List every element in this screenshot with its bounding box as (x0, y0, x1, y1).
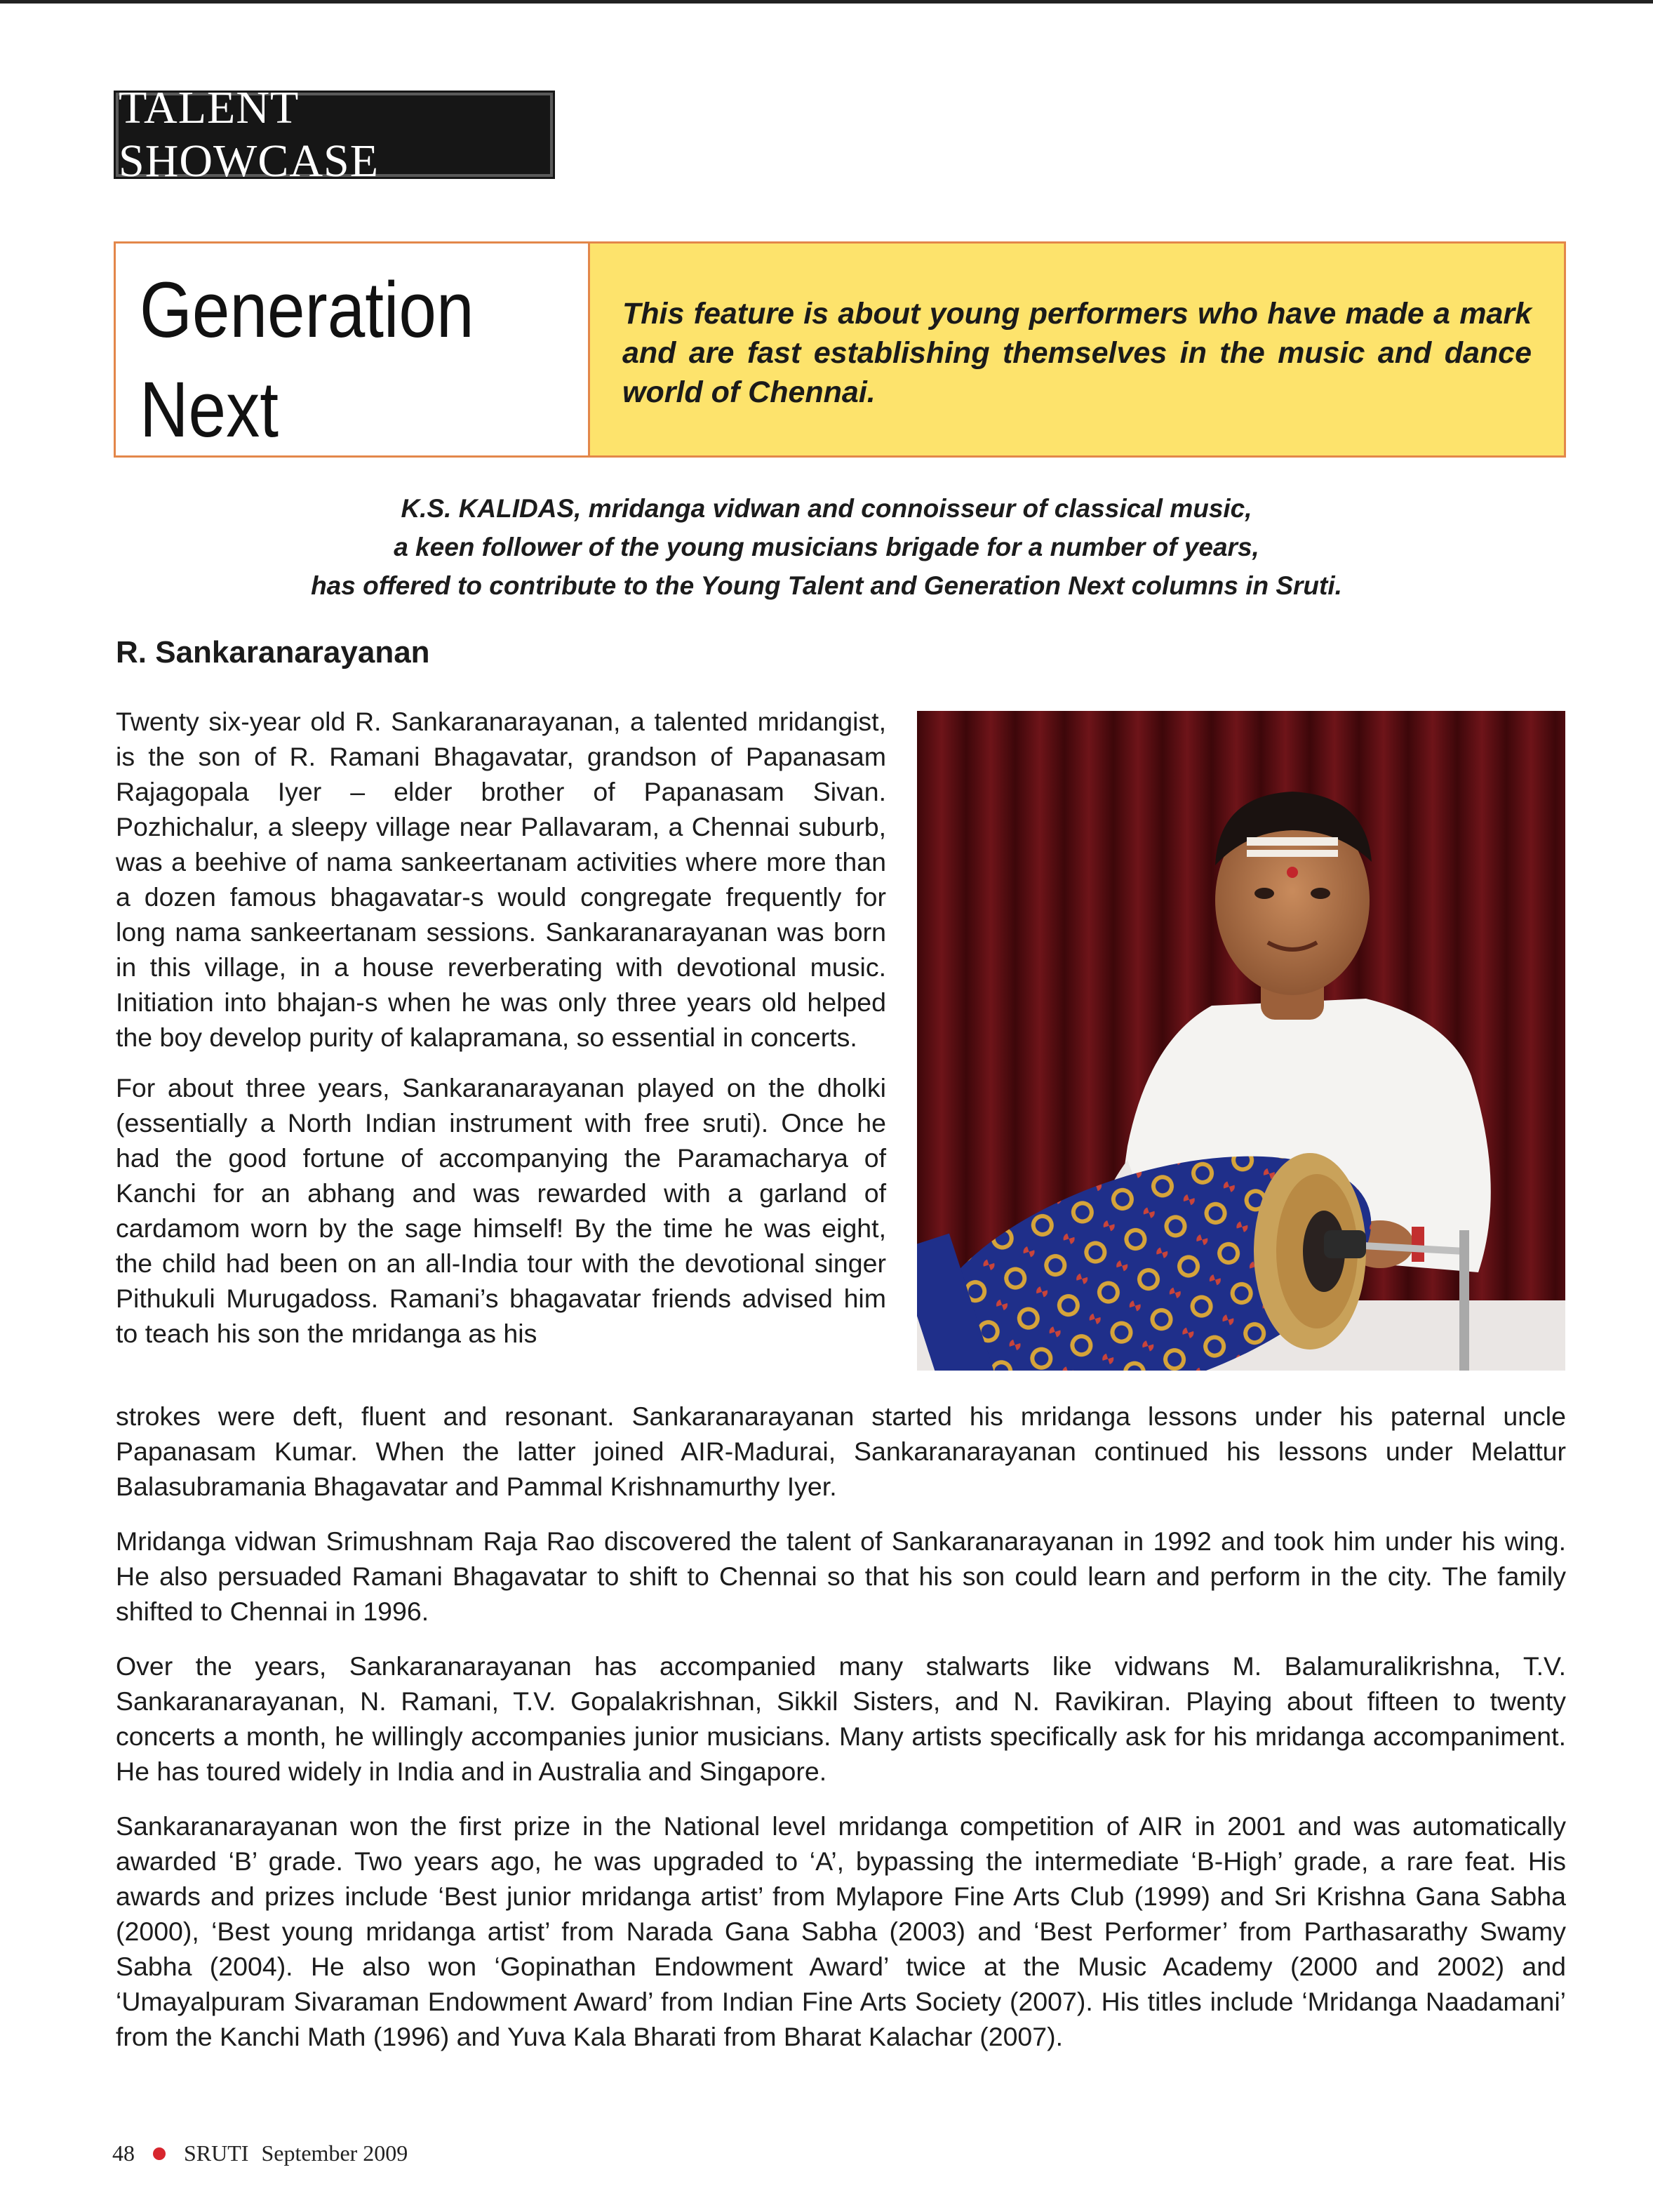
issue-date: September 2009 (261, 2140, 408, 2166)
top-border-rule (0, 0, 1653, 4)
artist-photo (917, 711, 1565, 1371)
byline-line3: has offered to contribute to the Young Talent and Generation Next columns in Sruti. (311, 571, 1342, 600)
article-full-width (116, 1399, 1566, 2054)
article-paragraph-2-end: strokes were deft, fluent and resonant. Sankaranarayanan started his mridanga lessons under his paternal uncle Papanasam Kumar. When the latter joined AIR-Madurai, Sankaranarayanan continued his lessons under Melattur Balasubramania Bhagavatar and Pammal Krishnamurthy Iyer. (116, 1401, 1566, 1501)
article-paragraph-5: Sankaranarayanan won the first prize in the National level mridanga competition of AIR in 2001 and was automatically awarded ‘B’ grade. Two years ago, he was upgraded to ‘A’, bypassing the intermediate ‘B-High’ grade, a rare feat. His awards and prizes include ‘Best junior mridanga artist’ from Mylapore Fine Arts Club (1999) and Sri Krishna Gana Sabha (2000), ‘Best young mridanga artist’ from Narada Gana Sabha (2003) and ‘Best Performer’ from Parthasarathy Swamy Sabha (2004). He also won ‘Gopinathan Endowment Award’ twice at the Music Academy (2000 and 2002) and ‘Umayalpuram Sivaraman Endowment Award’ from Indian Fine Arts Society (2007). His titles include ‘Mridanga Naadamani’ from the Kanchi Math (1996) and Yuva Kala Bharati from Bharat Kalachar (2007). (116, 1811, 1566, 2051)
page-footer (112, 2140, 408, 2166)
subject-heading: R. Sankaranarayanan (116, 635, 430, 669)
feature-title-line1: Generation (140, 266, 474, 354)
article-paragraph-2-start: For about three years, Sankaranarayanan played on the dholki (essentially a North Indian instrument with free sruti). Once he had the good fortune of accompanying the Paramacharya of Kanchi for an abhang and was rewarded with a garland of cardamom worn by the sage himself! By the time he was eight, the child had been on an all-India tour with the devotional singer Pithukuli Murugadoss. Ramani’s bhagavatar friends advised him to teach his son the mridanga as his (116, 1073, 886, 1348)
page-number: 48 (112, 2140, 135, 2166)
section-tag: TALENT SHOWCASE (116, 93, 553, 177)
contributor-byline (210, 489, 1443, 605)
artist-photo-illustration (917, 711, 1565, 1371)
article-column-left (116, 704, 886, 1351)
article-paragraph-1: Twenty six-year old R. Sankaranarayanan, a talented mridangist, is the son of R. Ramani Bhagavatar, grandson of Papanasam Rajagopala Iyer – elder brother of Papanasam Sivan. Pozhichalur, a sleepy village near Pallavaram, a Chennai suburb, was a beehive of nama sankeertanam activities where more than a dozen famous bhagavatar-s would congregate frequently for long nama sankeertanam sessions. Sankaranarayanan was born in this village, in a house reverberating with devotional music. Initiation into bhajan-s when he was only three years old helped the boy develop purity of kalapramana, so essential in concerts. (116, 707, 886, 1052)
feature-intro: This feature is about young performers who have made a mark and are fast establishing themselves in the music and dance world of Chennai. (590, 244, 1564, 455)
byline-line1: K.S. KALIDAS, mridanga vidwan and connoisseur of classical music, (401, 494, 1252, 523)
footer-bullet-dot (153, 2147, 166, 2160)
magazine-name: SRUTI (184, 2140, 249, 2166)
feature-title-line2: Next (140, 366, 279, 453)
feature-header-box (114, 241, 1566, 458)
article-paragraph-3: Mridanga vidwan Srimushnam Raja Rao discovered the talent of Sankaranarayanan in 1992 and took him under his wing. He also persuaded Ramani Bhagavatar to shift to Chennai so that his son could learn and perform in the city. The family shifted to Chennai in 1996. (116, 1526, 1566, 1626)
article-paragraph-4: Over the years, Sankaranarayanan has accompanied many stalwarts like vidwans M. Balamuralikrishna, T.V. Sankaranarayanan, N. Ramani, T.V. Gopalakrishnan, Sikkil Sisters, and N. Ravikiran. Playing about fifteen to twenty concerts a month, he willingly accompanies junior musicians. Many artists specifically ask for his mridanga accompaniment. He has toured widely in India and in Australia and Singapore. (116, 1651, 1566, 1786)
byline-line2: a keen follower of the young musicians brigade for a number of years, (394, 533, 1259, 561)
feature-title (116, 244, 590, 455)
